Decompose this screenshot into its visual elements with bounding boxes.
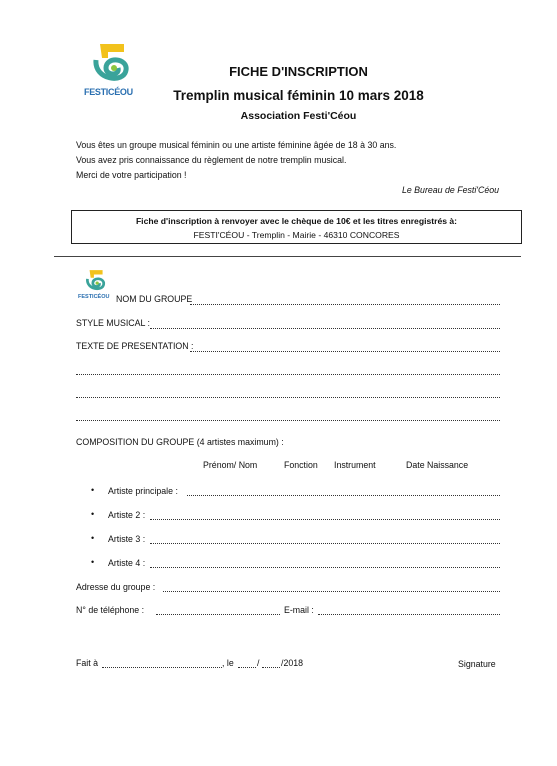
date-separator: / [257,658,260,668]
intro-line-3: Merci de votre participation ! [76,170,187,180]
style-label: STYLE MUSICAL : [76,318,150,328]
place-field[interactable] [102,667,222,668]
association-name: Association Festi'Céou [240,110,357,122]
section-divider [54,256,521,257]
send-instructions-line-1: Fiche d'inscription à renvoyer avec le chèque de 10€ et les titres enregistrés à: [135,216,458,226]
artist-main-label: Artiste principale : [108,486,178,496]
presentation-field-2[interactable] [76,374,500,375]
presentation-label: TEXTE DE PRESENTATION : [76,341,194,351]
presentation-field-4[interactable] [76,420,500,421]
presentation-field-3[interactable] [76,397,500,398]
style-field[interactable] [150,328,500,329]
column-function: Fonction [284,460,318,470]
bullet: • [91,485,95,495]
phone-label: N° de téléphone : [76,605,145,615]
logo-text: FESTICÉOU [84,87,133,97]
intro-line-2: Vous avez pris connaissance du règlement de notre tremplin musical. [76,155,347,165]
event-subtitle: Tremplin musical féminin 10 mars 2018 [173,88,424,103]
artist-3-field[interactable] [150,543,500,544]
artist-main-field[interactable] [187,495,500,496]
day-field[interactable] [238,667,256,668]
page-title: FICHE D'INSCRIPTION [229,64,368,79]
column-instrument: Instrument [334,460,376,470]
bureau-signature: Le Bureau de Festi'Céou [401,185,499,195]
month-field[interactable] [262,667,280,668]
logo-text-small: FESTICÉOU [78,294,110,300]
composition-label: COMPOSITION DU GROUPE (4 artistes maximum) : [76,437,284,447]
column-birthdate: Date Naissance [406,460,469,470]
artist-3-label: Artiste 3 : [108,534,146,544]
group-name-field[interactable] [190,304,500,305]
artist-2-label: Artiste 2 : [108,510,146,520]
signature-label: Signature [458,659,496,669]
artist-4-label: Artiste 4 : [108,558,146,568]
address-field[interactable] [163,591,500,592]
presentation-field-1[interactable] [190,351,500,352]
bullet: • [91,533,95,543]
email-label: E-mail : [284,605,314,615]
address-label: Adresse du groupe : [76,582,156,592]
group-name-label: NOM DU GROUPE [116,294,193,304]
email-field[interactable] [318,614,500,615]
year-label: /2018 [281,658,304,668]
phone-field[interactable] [156,614,280,615]
send-instructions-box [71,210,522,244]
bullet: • [91,557,95,567]
send-address: FESTI'CÉOU - Tremplin - Mairie - 46310 CONCORES [193,230,400,240]
bullet: • [91,509,95,519]
fait-a-label: Fait à [76,658,99,668]
artist-2-field[interactable] [150,519,500,520]
column-name: Prénom/ Nom [203,460,258,470]
date-le-label: , le [222,658,234,668]
artist-4-field[interactable] [150,567,500,568]
logo-graphic-small [78,268,112,294]
festiceou-logo-small [78,268,112,304]
intro-line-1: Vous êtes un groupe musical féminin ou une artiste féminine âgée de 18 à 30 ans. [76,140,397,150]
